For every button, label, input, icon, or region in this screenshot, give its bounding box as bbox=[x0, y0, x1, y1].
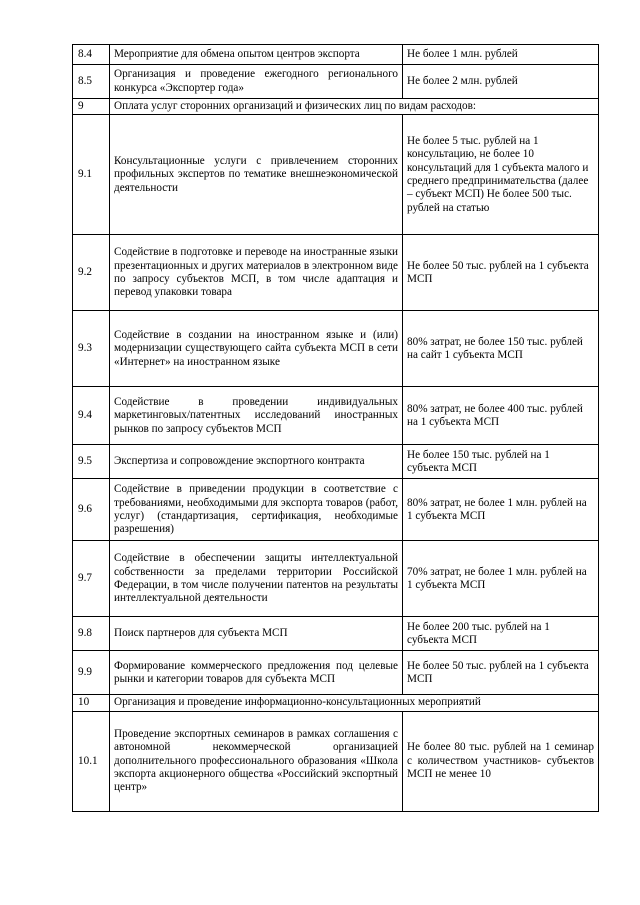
row-description: Консультационные услуги с привлечением сторонних профильных экспертов по тематике внешнеэкономической деятельности bbox=[110, 115, 403, 235]
row-amount: Не более 80 тыс. рублей на 1 семинар с количеством участников- субъектов МСП не менее 10 bbox=[403, 711, 599, 811]
table-row bbox=[73, 387, 599, 445]
row-amount: 80% затрат, не более 150 тыс. рублей на сайт 1 субъекта МСП bbox=[403, 311, 599, 387]
table-row bbox=[73, 235, 599, 311]
row-amount: 80% затрат, не более 400 тыс. рублей на 1 субъекта МСП bbox=[403, 387, 599, 445]
table-row bbox=[73, 711, 599, 811]
table-row bbox=[73, 651, 599, 695]
row-description: Содействие в обеспечении защиты интеллектуальной собственности за пределами территории Российской Федерации, в том числе получении патентов на результаты интеллектуальной деятельности bbox=[110, 541, 403, 617]
row-number: 10.1 bbox=[73, 711, 110, 811]
row-description: Содействие в проведении индивидуальных маркетинговых/патентных исследований иностранных рынков по запросу субъектов МСП bbox=[110, 387, 403, 445]
row-description: Содействие в приведении продукции в соответствие с требованиями, необходимыми для экспорта товаров (работ, услуг) (стандартизация, сертификация, необходимые разрешения) bbox=[110, 479, 403, 541]
row-amount: Не более 50 тыс. рублей на 1 субъекта МСП bbox=[403, 235, 599, 311]
table-row bbox=[73, 541, 599, 617]
row-number: 9.2 bbox=[73, 235, 110, 311]
row-number: 10 bbox=[73, 695, 110, 711]
table-row bbox=[73, 445, 599, 479]
row-amount: Не более 50 тыс. рублей на 1 субъекта МСП bbox=[403, 651, 599, 695]
row-number: 9.5 bbox=[73, 445, 110, 479]
row-description: Формирование коммерческого предложения под целевые рынки и категории товаров для субъекта МСП bbox=[110, 651, 403, 695]
row-description: Проведение экспортных семинаров в рамках соглашения с автономной некоммерческой организацией дополнительного профессионального образования «Школа экспорта акционерного общества «Российский экспортный центр» bbox=[110, 711, 403, 811]
row-description: Содействие в подготовке и переводе на иностранные языки презентационных и других материалов в электронном виде по запросу субъектов МСП, в том числе адаптация и перевод упаковки товара bbox=[110, 235, 403, 311]
row-description: Поиск партнеров для субъекта МСП bbox=[110, 617, 403, 651]
table-row bbox=[73, 479, 599, 541]
row-amount: 80% затрат, не более 1 млн. рублей на 1 субъекта МСП bbox=[403, 479, 599, 541]
row-description: Мероприятие для обмена опытом центров экспорта bbox=[110, 45, 403, 65]
row-number: 9.7 bbox=[73, 541, 110, 617]
section-heading-row bbox=[73, 695, 599, 711]
row-number: 9.6 bbox=[73, 479, 110, 541]
row-description: Содействие в создании на иностранном языке и (или) модернизации существующего сайта субъекта МСП в сети «Интернет» на иностранном языке bbox=[110, 311, 403, 387]
expense-table bbox=[72, 44, 599, 812]
section-heading: Организация и проведение информационно-консультационных мероприятий bbox=[110, 695, 599, 711]
table-row bbox=[73, 115, 599, 235]
row-number: 9 bbox=[73, 99, 110, 115]
row-amount: Не более 2 млн. рублей bbox=[403, 65, 599, 99]
section-heading-row bbox=[73, 99, 599, 115]
row-number: 9.1 bbox=[73, 115, 110, 235]
table-row bbox=[73, 45, 599, 65]
table-row bbox=[73, 311, 599, 387]
table-row bbox=[73, 65, 599, 99]
section-heading: Оплата услуг сторонних организаций и физических лиц по видам расходов: bbox=[110, 99, 599, 115]
row-amount: Не более 1 млн. рублей bbox=[403, 45, 599, 65]
row-number: 9.9 bbox=[73, 651, 110, 695]
table-row bbox=[73, 617, 599, 651]
row-number: 8.5 bbox=[73, 65, 110, 99]
row-number: 9.4 bbox=[73, 387, 110, 445]
row-description: Организация и проведение ежегодного регионального конкурса «Экспортер года» bbox=[110, 65, 403, 99]
row-amount: 70% затрат, не более 1 млн. рублей на 1 субъекта МСП bbox=[403, 541, 599, 617]
row-number: 9.8 bbox=[73, 617, 110, 651]
row-number: 9.3 bbox=[73, 311, 110, 387]
row-amount: Не более 200 тыс. рублей на 1 субъекта МСП bbox=[403, 617, 599, 651]
row-description: Экспертиза и сопровождение экспортного контракта bbox=[110, 445, 403, 479]
row-number: 8.4 bbox=[73, 45, 110, 65]
row-amount: Не более 150 тыс. рублей на 1 субъекта МСП bbox=[403, 445, 599, 479]
row-amount: Не более 5 тыс. рублей на 1 консультацию, не более 10 консультаций для 1 субъекта малого и среднего предпринимательства (далее – субъект МСП) Не более 500 тыс. рублей на статью bbox=[403, 115, 599, 235]
